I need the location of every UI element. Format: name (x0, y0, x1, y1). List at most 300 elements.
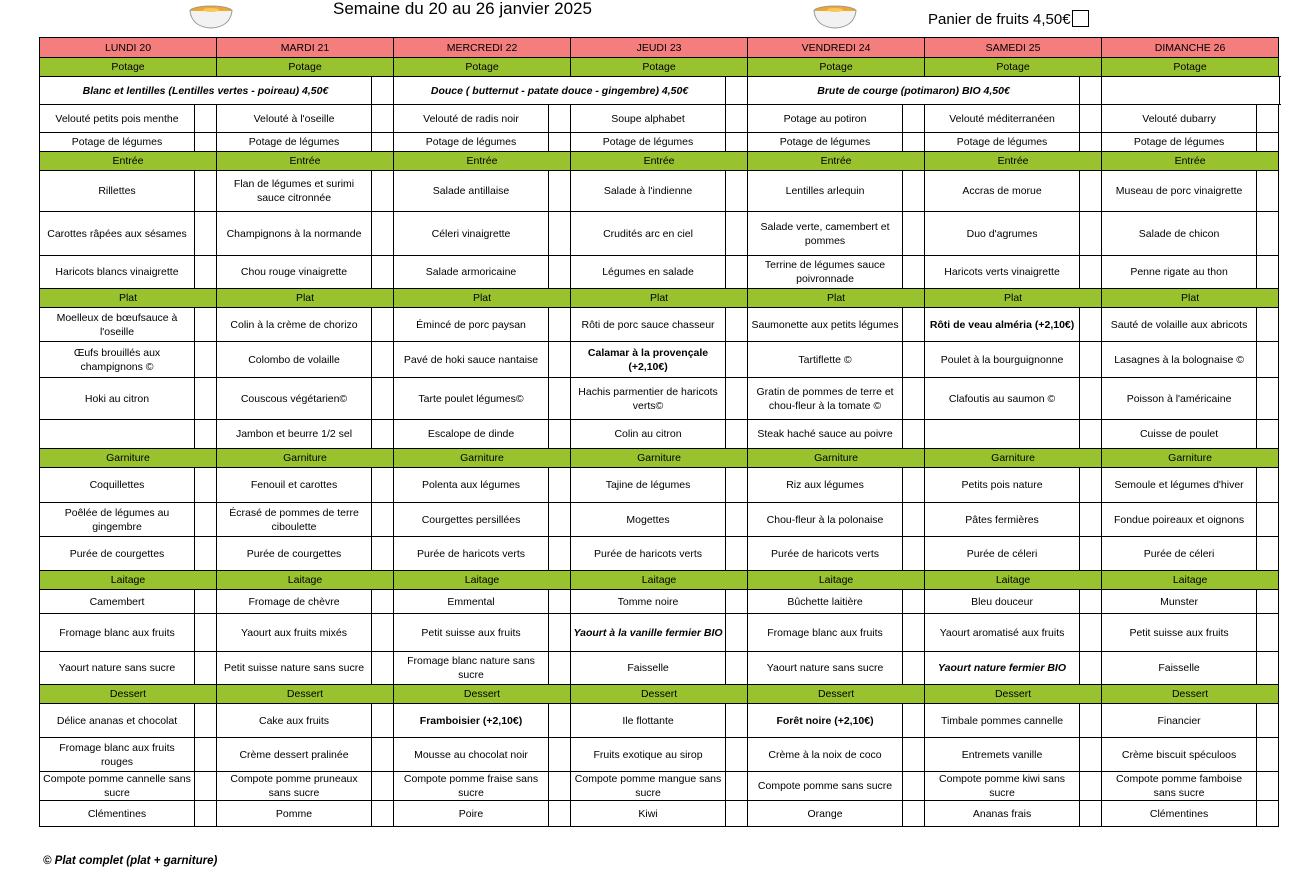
menu-item: Riz aux légumes (748, 468, 903, 503)
category-row (40, 685, 1280, 704)
special-soup: Douce ( butternut - patate douce - gingembre) 4,50€ (394, 77, 726, 105)
menu-item: Velouté petits pois menthe (40, 105, 195, 133)
category-header: Potage (748, 58, 925, 77)
menu-item-checkbox[interactable] (372, 704, 394, 738)
menu-item-checkbox[interactable] (726, 503, 748, 537)
menu-item-checkbox[interactable] (195, 590, 217, 614)
menu-item-checkbox[interactable] (372, 342, 394, 378)
menu-item: Duo d'agrumes (925, 212, 1080, 256)
menu-item: Purée de céleri (1102, 537, 1257, 571)
category-header: Dessert (217, 685, 394, 704)
menu-item-checkbox[interactable] (1257, 171, 1279, 212)
menu-item-checkbox[interactable] (1080, 704, 1102, 738)
menu-item: Rôti de veau alméria (+2,10€) (925, 308, 1080, 342)
menu-item-checkbox[interactable] (726, 420, 748, 449)
menu-item-checkbox[interactable] (1080, 468, 1102, 503)
menu-item-checkbox[interactable] (1080, 378, 1102, 420)
menu-item-checkbox[interactable] (1080, 342, 1102, 378)
menu-item: Penne rigate au thon (1102, 256, 1257, 289)
menu-item-checkbox[interactable] (1257, 468, 1279, 503)
menu-item-checkbox[interactable] (372, 105, 394, 133)
menu-item: Tarte poulet légumes© (394, 378, 549, 420)
menu-item-checkbox[interactable] (1080, 308, 1102, 342)
category-header: Potage (217, 58, 394, 77)
day-header: MERCREDI 22 (394, 38, 571, 58)
menu-item-checkbox[interactable] (549, 652, 571, 685)
menu-item-checkbox[interactable] (903, 171, 925, 212)
menu-item: Colin à la crème de chorizo (217, 308, 372, 342)
menu-item-checkbox[interactable] (549, 738, 571, 772)
menu-item-checkbox[interactable] (903, 590, 925, 614)
menu-item: Chou rouge vinaigrette (217, 256, 372, 289)
special-soup: Blanc et lentilles (Lentilles vertes - poireau) 4,50€ (40, 77, 372, 105)
menu-item: Courgettes persillées (394, 503, 549, 537)
menu-item-checkbox[interactable] (549, 342, 571, 378)
menu-item-checkbox[interactable] (1257, 378, 1279, 420)
menu-item: Yaourt à la vanille fermier BIO (571, 614, 726, 652)
menu-item-checkbox[interactable] (372, 468, 394, 503)
menu-item: Potage de légumes (394, 133, 549, 152)
menu-item: Compote pomme cannelle sans sucre (40, 772, 195, 801)
menu-item: Munster (1102, 590, 1257, 614)
menu-item: Semoule et légumes d'hiver (1102, 468, 1257, 503)
menu-item-checkbox[interactable] (372, 614, 394, 652)
menu-item-checkbox[interactable] (195, 503, 217, 537)
menu-item-checkbox[interactable] (195, 212, 217, 256)
menu-item-checkbox[interactable] (1080, 503, 1102, 537)
menu-item: Rôti de porc sauce chasseur (571, 308, 726, 342)
category-header: Entrée (1102, 152, 1279, 171)
menu-item-checkbox[interactable] (903, 420, 925, 449)
menu-item-checkbox[interactable] (549, 133, 571, 152)
menu-item-checkbox[interactable] (903, 772, 925, 801)
menu-item: Petits pois nature (925, 468, 1080, 503)
special-soup: Brute de courge (potimaron) BIO 4,50€ (748, 77, 1080, 105)
menu-item-checkbox[interactable] (195, 704, 217, 738)
category-header: Entrée (217, 152, 394, 171)
menu-item: Tartiflette © (748, 342, 903, 378)
menu-item: Colin au citron (571, 420, 726, 449)
menu-item-checkbox[interactable] (726, 342, 748, 378)
menu-item-checkbox[interactable] (372, 420, 394, 449)
menu-item: Fromage blanc nature sans sucre (394, 652, 549, 685)
menu-item-checkbox[interactable] (1257, 590, 1279, 614)
fruit-basket-label: Panier de fruits 4,50€ (928, 11, 1071, 28)
menu-item-checkbox[interactable] (372, 503, 394, 537)
menu-item-checkbox[interactable] (372, 590, 394, 614)
menu-item-checkbox[interactable] (1080, 212, 1102, 256)
menu-item-checkbox[interactable] (1080, 105, 1102, 133)
special-soup-checkbox[interactable] (726, 77, 748, 105)
menu-item-checkbox[interactable] (1257, 342, 1279, 378)
category-header: Entrée (40, 152, 217, 171)
menu-item-checkbox[interactable] (549, 212, 571, 256)
menu-item: Yaourt nature sans sucre (40, 652, 195, 685)
category-row (40, 449, 1280, 468)
category-header: Dessert (1102, 685, 1279, 704)
menu-row (40, 704, 1280, 738)
menu-item-checkbox[interactable] (372, 652, 394, 685)
menu-item: Purée de haricots verts (571, 537, 726, 571)
menu-item-checkbox[interactable] (549, 468, 571, 503)
menu-item-checkbox[interactable] (549, 704, 571, 738)
menu-item-checkbox[interactable] (195, 652, 217, 685)
menu-item-checkbox[interactable] (1080, 420, 1102, 449)
menu-row (40, 171, 1280, 212)
menu-item-checkbox[interactable] (1257, 652, 1279, 685)
menu-item-checkbox[interactable] (726, 256, 748, 289)
menu-item-checkbox[interactable] (726, 704, 748, 738)
menu-row (40, 590, 1280, 614)
menu-item: Bûchette laitière (748, 590, 903, 614)
menu-item: Velouté dubarry (1102, 105, 1257, 133)
category-header: Laitage (1102, 571, 1279, 590)
category-header: Potage (394, 58, 571, 77)
menu-item-checkbox[interactable] (726, 537, 748, 571)
day-header: VENDREDI 24 (748, 38, 925, 58)
menu-item-checkbox[interactable] (195, 133, 217, 152)
menu-item-checkbox[interactable] (726, 212, 748, 256)
fruit-basket-checkbox[interactable] (1072, 10, 1089, 27)
menu-item: Ananas frais (925, 801, 1080, 827)
menu-item-checkbox[interactable] (195, 308, 217, 342)
menu-item: Pomme (217, 801, 372, 827)
menu-item: Émincé de porc paysan (394, 308, 549, 342)
category-header: Entrée (748, 152, 925, 171)
menu-item: Clafoutis au saumon © (925, 378, 1080, 420)
menu-item-checkbox[interactable] (726, 171, 748, 212)
menu-item-checkbox[interactable] (1257, 308, 1279, 342)
menu-item-checkbox[interactable] (1257, 105, 1279, 133)
menu-item: Clémentines (40, 801, 195, 827)
menu-row (40, 537, 1280, 571)
menu-item: Poisson à l'américaine (1102, 378, 1257, 420)
menu-item: Compote pomme fraise sans sucre (394, 772, 549, 801)
category-header: Dessert (394, 685, 571, 704)
menu-item-checkbox[interactable] (1080, 738, 1102, 772)
menu-item: Hoki au citron (40, 378, 195, 420)
menu-item: Soupe alphabet (571, 105, 726, 133)
menu-item: Tomme noire (571, 590, 726, 614)
category-header: Dessert (571, 685, 748, 704)
menu-item-checkbox[interactable] (549, 308, 571, 342)
special-soup-checkbox[interactable] (1080, 77, 1102, 105)
menu-item-checkbox[interactable] (372, 212, 394, 256)
category-row (40, 571, 1280, 590)
menu-item-checkbox[interactable] (903, 256, 925, 289)
menu-item: Chou-fleur à la polonaise (748, 503, 903, 537)
menu-item: Fruits exotique au sirop (571, 738, 726, 772)
menu-item-checkbox[interactable] (549, 503, 571, 537)
menu-item-checkbox[interactable] (903, 614, 925, 652)
menu-item: Compote pomme kiwi sans sucre (925, 772, 1080, 801)
menu-item-checkbox[interactable] (1080, 652, 1102, 685)
menu-item-checkbox[interactable] (1257, 503, 1279, 537)
menu-item-checkbox[interactable] (372, 537, 394, 571)
menu-item-checkbox[interactable] (372, 256, 394, 289)
menu-item-checkbox[interactable] (195, 537, 217, 571)
menu-item-checkbox[interactable] (1257, 704, 1279, 738)
menu-item: Fromage blanc aux fruits (748, 614, 903, 652)
category-header: Entrée (925, 152, 1102, 171)
menu-item-checkbox[interactable] (1080, 614, 1102, 652)
menu-item-checkbox[interactable] (549, 801, 571, 827)
menu-item: Fromage de chèvre (217, 590, 372, 614)
menu-item: Fromage blanc aux fruits (40, 614, 195, 652)
menu-item-checkbox[interactable] (726, 378, 748, 420)
category-row (40, 152, 1280, 171)
menu-item-checkbox[interactable] (1080, 801, 1102, 827)
menu-item: Coquillettes (40, 468, 195, 503)
menu-item-checkbox[interactable] (195, 420, 217, 449)
menu-item: Framboisier (+2,10€) (394, 704, 549, 738)
menu-item-checkbox[interactable] (1080, 133, 1102, 152)
menu-item-checkbox[interactable] (195, 256, 217, 289)
category-row (40, 58, 1280, 77)
menu-item: Fondue poireaux et oignons (1102, 503, 1257, 537)
menu-item: Champignons à la normande (217, 212, 372, 256)
menu-item: Flan de légumes et surimi sauce citronnée (217, 171, 372, 212)
menu-item-checkbox[interactable] (1257, 212, 1279, 256)
menu-item: Compote pomme mangue sans sucre (571, 772, 726, 801)
menu-item-checkbox[interactable] (1257, 256, 1279, 289)
menu-item: Petit suisse aux fruits (394, 614, 549, 652)
menu-item-checkbox[interactable] (726, 614, 748, 652)
category-header: Laitage (748, 571, 925, 590)
menu-item-checkbox[interactable] (903, 704, 925, 738)
menu-item: Potage de légumes (925, 133, 1080, 152)
category-row (40, 289, 1280, 308)
menu-item-checkbox[interactable] (195, 738, 217, 772)
menu-item: Compote pomme pruneaux sans sucre (217, 772, 372, 801)
menu-item-checkbox[interactable] (549, 378, 571, 420)
menu-row (40, 738, 1280, 772)
menu-item-checkbox[interactable] (549, 614, 571, 652)
menu-item: Salade de chicon (1102, 212, 1257, 256)
menu-item: Entremets vanille (925, 738, 1080, 772)
menu-item-checkbox[interactable] (726, 468, 748, 503)
menu-item-checkbox[interactable] (195, 772, 217, 801)
menu-item: Cake aux fruits (217, 704, 372, 738)
menu-item-checkbox[interactable] (372, 738, 394, 772)
special-soup-row (40, 77, 1280, 105)
menu-item: Salade verte, camembert et pommes (748, 212, 903, 256)
menu-row (40, 105, 1280, 133)
menu-item-checkbox[interactable] (903, 378, 925, 420)
category-header: Garniture (571, 449, 748, 468)
menu-item-checkbox[interactable] (726, 308, 748, 342)
menu-item-checkbox[interactable] (726, 105, 748, 133)
menu-item: Yaourt aux fruits mixés (217, 614, 372, 652)
menu-item-checkbox[interactable] (195, 171, 217, 212)
category-header: Entrée (571, 152, 748, 171)
menu-item (925, 420, 1080, 449)
menu-item: Polenta aux légumes (394, 468, 549, 503)
footnote: © Plat complet (plat + garniture) (43, 855, 218, 867)
menu-item-checkbox[interactable] (195, 468, 217, 503)
category-header: Garniture (217, 449, 394, 468)
menu-item-checkbox[interactable] (903, 537, 925, 571)
menu-item-checkbox[interactable] (549, 772, 571, 801)
menu-item-checkbox[interactable] (903, 801, 925, 827)
category-header: Potage (40, 58, 217, 77)
menu-item: Velouté de radis noir (394, 105, 549, 133)
menu-item: Crème à la noix de coco (748, 738, 903, 772)
menu-item-checkbox[interactable] (1257, 133, 1279, 152)
menu-item-checkbox[interactable] (903, 212, 925, 256)
menu-item: Mousse au chocolat noir (394, 738, 549, 772)
menu-item-checkbox[interactable] (195, 614, 217, 652)
menu-item-checkbox[interactable] (1257, 772, 1279, 801)
menu-row (40, 652, 1280, 685)
fruit-basket-option (928, 10, 1089, 28)
category-header: Laitage (925, 571, 1102, 590)
menu-item: Camembert (40, 590, 195, 614)
menu-item: Céleri vinaigrette (394, 212, 549, 256)
category-header: Potage (571, 58, 748, 77)
menu-item: Œufs brouillés aux champignons © (40, 342, 195, 378)
menu-item: Accras de morue (925, 171, 1080, 212)
category-header: Laitage (40, 571, 217, 590)
menu-item: Potage de légumes (40, 133, 195, 152)
menu-item: Fenouil et carottes (217, 468, 372, 503)
menu-item-checkbox[interactable] (372, 378, 394, 420)
category-header: Dessert (40, 685, 217, 704)
menu-item-checkbox[interactable] (549, 171, 571, 212)
menu-item-checkbox[interactable] (372, 308, 394, 342)
menu-item-checkbox[interactable] (1080, 256, 1102, 289)
menu-item-checkbox[interactable] (1257, 420, 1279, 449)
week-title: Semaine du 20 au 26 janvier 2025 (333, 0, 592, 18)
menu-item: Hachis parmentier de haricots verts© (571, 378, 726, 420)
menu-item-checkbox[interactable] (726, 801, 748, 827)
menu-item-checkbox[interactable] (549, 537, 571, 571)
category-header: Dessert (925, 685, 1102, 704)
menu-item-checkbox[interactable] (1080, 772, 1102, 801)
menu-item: Crème biscuit spéculoos (1102, 738, 1257, 772)
menu-item-checkbox[interactable] (1257, 801, 1279, 827)
menu-item (40, 420, 195, 449)
day-header: MARDI 21 (217, 38, 394, 58)
category-header: Entrée (394, 152, 571, 171)
menu-item-checkbox[interactable] (726, 590, 748, 614)
menu-item: Bleu douceur (925, 590, 1080, 614)
menu-item-checkbox[interactable] (903, 133, 925, 152)
category-header: Plat (394, 289, 571, 308)
menu-item: Poire (394, 801, 549, 827)
menu-item: Purée de haricots verts (748, 537, 903, 571)
menu-item-checkbox[interactable] (1257, 537, 1279, 571)
menu-item-checkbox[interactable] (1080, 590, 1102, 614)
category-header: Plat (40, 289, 217, 308)
menu-item: Calamar à la provençale (+2,10€) (571, 342, 726, 378)
menu-item-checkbox[interactable] (195, 342, 217, 378)
category-header: Potage (1102, 58, 1279, 77)
menu-item-checkbox[interactable] (549, 590, 571, 614)
menu-item-checkbox[interactable] (726, 772, 748, 801)
menu-item: Moelleux de bœufsauce à l'oseille (40, 308, 195, 342)
menu-item-checkbox[interactable] (903, 342, 925, 378)
menu-row (40, 801, 1280, 827)
category-header: Garniture (1102, 449, 1279, 468)
menu-row (40, 212, 1280, 256)
menu-item-checkbox[interactable] (549, 105, 571, 133)
menu-item-checkbox[interactable] (372, 171, 394, 212)
menu-item-checkbox[interactable] (903, 738, 925, 772)
menu-item-checkbox[interactable] (726, 738, 748, 772)
menu-item-checkbox[interactable] (1257, 738, 1279, 772)
menu-item: Lentilles arlequin (748, 171, 903, 212)
menu-item-checkbox[interactable] (372, 772, 394, 801)
menu-item-checkbox[interactable] (903, 503, 925, 537)
category-header: Garniture (748, 449, 925, 468)
special-soup-checkbox[interactable] (372, 77, 394, 105)
menu-item: Mogettes (571, 503, 726, 537)
menu-item-checkbox[interactable] (903, 105, 925, 133)
menu-item: Purée de haricots verts (394, 537, 549, 571)
menu-item-checkbox[interactable] (903, 308, 925, 342)
menu-row (40, 342, 1280, 378)
menu-item-checkbox[interactable] (1080, 171, 1102, 212)
menu-item-checkbox[interactable] (372, 801, 394, 827)
menu-item-checkbox[interactable] (1080, 537, 1102, 571)
menu-item-checkbox[interactable] (195, 378, 217, 420)
menu-item: Potage au potiron (748, 105, 903, 133)
menu-item-checkbox[interactable] (903, 652, 925, 685)
menu-row (40, 256, 1280, 289)
menu-item-checkbox[interactable] (372, 133, 394, 152)
day-header: SAMEDI 25 (925, 38, 1102, 58)
menu-item: Museau de porc vinaigrette (1102, 171, 1257, 212)
menu-item: Lasagnes à la bolognaise © (1102, 342, 1257, 378)
menu-item: Poêlée de légumes au gingembre (40, 503, 195, 537)
menu-item: Timbale pommes cannelle (925, 704, 1080, 738)
menu-item: Écrasé de pommes de terre ciboulette (217, 503, 372, 537)
category-header: Potage (925, 58, 1102, 77)
menu-item: Crudités arc en ciel (571, 212, 726, 256)
menu-item-checkbox[interactable] (195, 105, 217, 133)
weekly-menu-table (39, 37, 1280, 827)
menu-item: Velouté à l'oseille (217, 105, 372, 133)
menu-item-checkbox[interactable] (726, 133, 748, 152)
menu-item: Yaourt aromatisé aux fruits (925, 614, 1080, 652)
menu-item: Compote pomme famboise sans sucre (1102, 772, 1257, 801)
category-header: Plat (217, 289, 394, 308)
day-header: JEUDI 23 (571, 38, 748, 58)
menu-item-checkbox[interactable] (195, 801, 217, 827)
menu-item: Faisselle (1102, 652, 1257, 685)
menu-item-checkbox[interactable] (903, 468, 925, 503)
menu-item: Escalope de dinde (394, 420, 549, 449)
category-header: Laitage (217, 571, 394, 590)
menu-item: Yaourt nature sans sucre (748, 652, 903, 685)
menu-row (40, 468, 1280, 503)
menu-item-checkbox[interactable] (726, 652, 748, 685)
menu-item-checkbox[interactable] (549, 420, 571, 449)
category-header: Plat (748, 289, 925, 308)
menu-item: Potage de légumes (1102, 133, 1257, 152)
category-header: Plat (571, 289, 748, 308)
menu-row (40, 420, 1280, 449)
menu-item: Gratin de pommes de terre et chou-fleur à la tomate © (748, 378, 903, 420)
menu-item-checkbox[interactable] (549, 256, 571, 289)
menu-item: Pavé de hoki sauce nantaise (394, 342, 549, 378)
menu-row (40, 308, 1280, 342)
menu-item-checkbox[interactable] (1257, 614, 1279, 652)
category-header: Garniture (925, 449, 1102, 468)
menu-item: Couscous végétarien© (217, 378, 372, 420)
special-soup (1102, 77, 1280, 105)
